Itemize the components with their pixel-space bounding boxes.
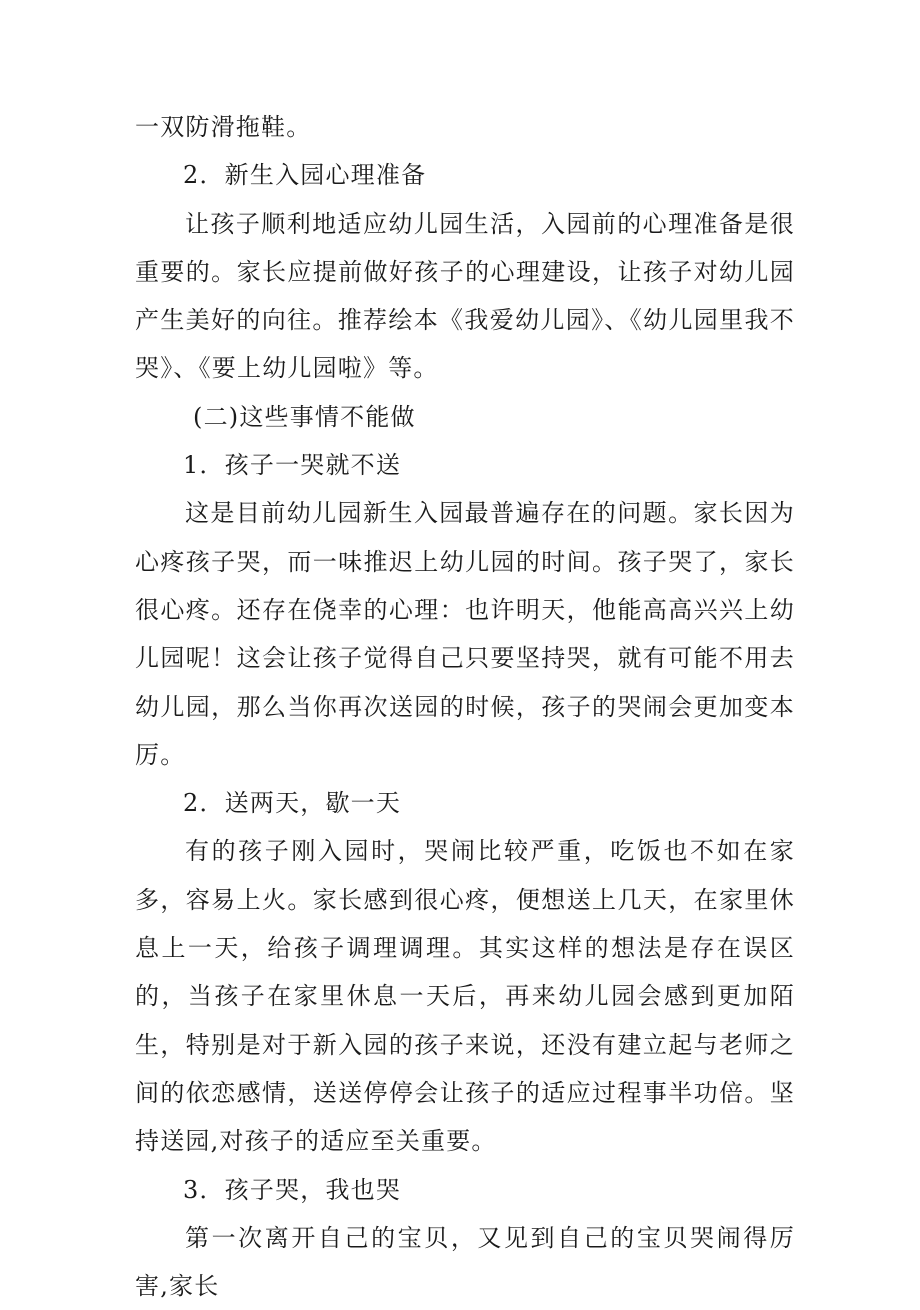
heading-send-two-rest-one: 2．送两天，歇一天 (183, 789, 402, 818)
section-heading-things-not-to-do: (二)这些事情不能做 (193, 402, 416, 431)
paragraph-mental-preparation: 让孩子顺利地适应幼儿园生活，入园前的心理准备是很重要的。家长应提前做好孩子的心理建设，让孩子对幼儿园产生美好的向往。推荐绘本《我爱幼儿园》、《幼儿园里我不哭》、《要上幼儿园啦》等。 (135, 209, 795, 383)
heading-child-cries-i-cry: 3．孩子哭，我也哭 (183, 1175, 402, 1204)
paragraph-send-two-rest-one: 有的孩子刚入园时，哭闹比较严重，吃饭也不如在家多，容易上火。家长感到很心疼，便想送上几天，在家里休息上一天，给孩子调理调理。其实这样的想法是存在误区的，当孩子在家里休息一天后，再来幼儿园会感到更加陌生，特别是对于新入园的孩子来说，还没有建立起与老师之间的依恋感情，送送停停会让孩子的适应过程事半功倍。坚持送园,对孩子的适应至关重要。 (135, 837, 795, 1156)
heading-mental-preparation: 2．新生入园心理准备 (183, 161, 427, 190)
document-body (135, 103, 795, 1310)
paragraph-child-cries-i-cry: 第一次离开自己的宝贝，又见到自己的宝贝哭闹得厉害,家长 (135, 1223, 795, 1301)
paragraph-cry-not-send: 这是目前幼儿园新生入园最普遍存在的问题。家长因为心疼孩子哭，而一味推迟上幼儿园的时间。孩子哭了，家长很心疼。还存在侥幸的心理：也许明天，他能高高兴兴上幼儿园呢！这会让孩子觉得自己只要坚持哭，就有可能不用去幼儿园，那么当你再次送园的时候，孩子的哭闹会更加变本厉。 (135, 499, 795, 769)
paragraph-continuation: 一双防滑拖鞋。 (135, 113, 312, 141)
heading-cry-not-send: 1．孩子一哭就不送 (183, 451, 402, 480)
